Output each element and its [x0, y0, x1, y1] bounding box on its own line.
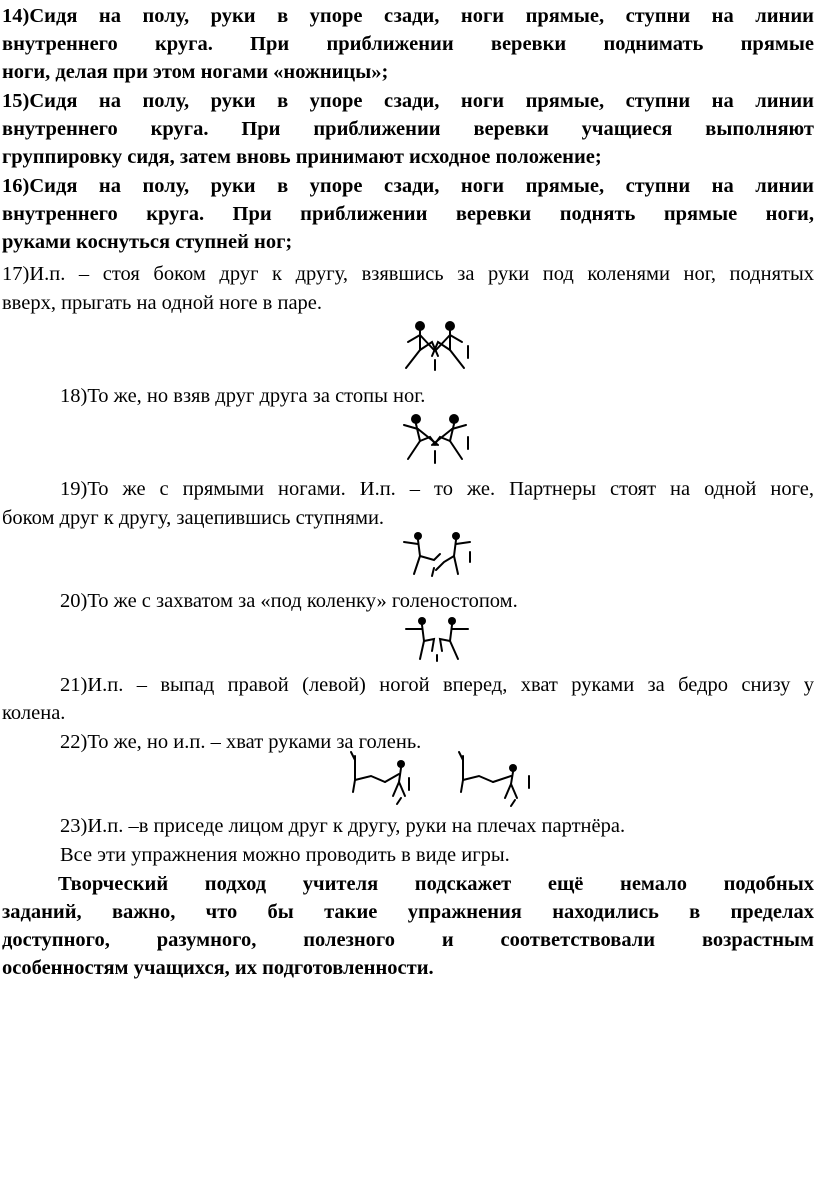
note-text: Все эти упражнения можно проводить в виде игры.	[60, 844, 510, 866]
item-15-line-1: 15)Сидя на полу, руки в упоре сзади, ноги прямые, ступни на линии	[2, 90, 814, 112]
figure-19-illustration	[400, 530, 480, 578]
item-14-line-1: 14)Сидя на полу, руки в упоре сзади, ноги прямые, ступни на линии	[2, 5, 814, 27]
item-23-line-1: 23)И.п. –в приседе лицом друг к другу, руки на плечах партнёра.	[60, 815, 626, 837]
item-16-line-2: внутреннего круга. При приближении веревки поднять прямые ноги,	[2, 203, 814, 225]
conclusion-line-4: особенностям учащихся, их подготовленности.	[2, 957, 434, 979]
item-17-line-1: 17)И.п. – стоя боком друг к другу, взявшись за руки под коленями ног, поднятых	[2, 263, 814, 285]
item-14-line-3: ноги, делая при этом ногами «ножницы»;	[2, 61, 389, 83]
item-18-line-1: 18)То же, но взяв друг друга за стопы ног.	[60, 385, 426, 407]
conclusion-line-2: заданий, важно, что бы такие упражнения находились в пределах	[2, 901, 814, 923]
figure-17-illustration	[398, 320, 478, 372]
figure-18-illustration	[398, 413, 478, 465]
conclusion-line-1: Творческий подход учителя подскажет ещё немало подобных	[58, 873, 814, 895]
item-15-line-2: внутреннего круга. При приближении веревки учащиеся выполняют	[2, 118, 814, 140]
item-17-line-2: вверх, прыгать на одной ноге в паре.	[2, 292, 323, 314]
item-21-line-2: колена.	[2, 702, 66, 724]
item-20-line-1: 20)То же с захватом за «под коленку» голеностопом.	[60, 590, 518, 612]
conclusion-line-3: доступного, разумного, полезного и соответствовали возрастным	[2, 929, 814, 951]
item-14-line-2: внутреннего круга. При приближении веревки поднимать прямые	[2, 33, 814, 55]
figure-22-illustration	[345, 752, 545, 808]
item-16-line-1: 16)Сидя на полу, руки в упоре сзади, ноги прямые, ступни на линии	[2, 175, 814, 197]
item-22-line-1: 22)То же, но и.п. – хват руками за голень.	[60, 731, 422, 753]
item-21-line-1: 21)И.п. – выпад правой (левой) ногой вперед, хват руками за бедро снизу у	[60, 674, 814, 696]
item-19-line-2: боком друг к другу, зацепившись ступнями.	[2, 507, 385, 529]
item-16-line-3: руками коснуться ступней ног;	[2, 231, 293, 253]
figure-20-illustration	[402, 615, 478, 663]
item-15-line-3: группировку сидя, затем вновь принимают исходное положение;	[2, 146, 602, 168]
item-19-line-1: 19)То же с прямыми ногами. И.п. – то же. Партнеры стоят на одной ноге,	[60, 478, 814, 500]
